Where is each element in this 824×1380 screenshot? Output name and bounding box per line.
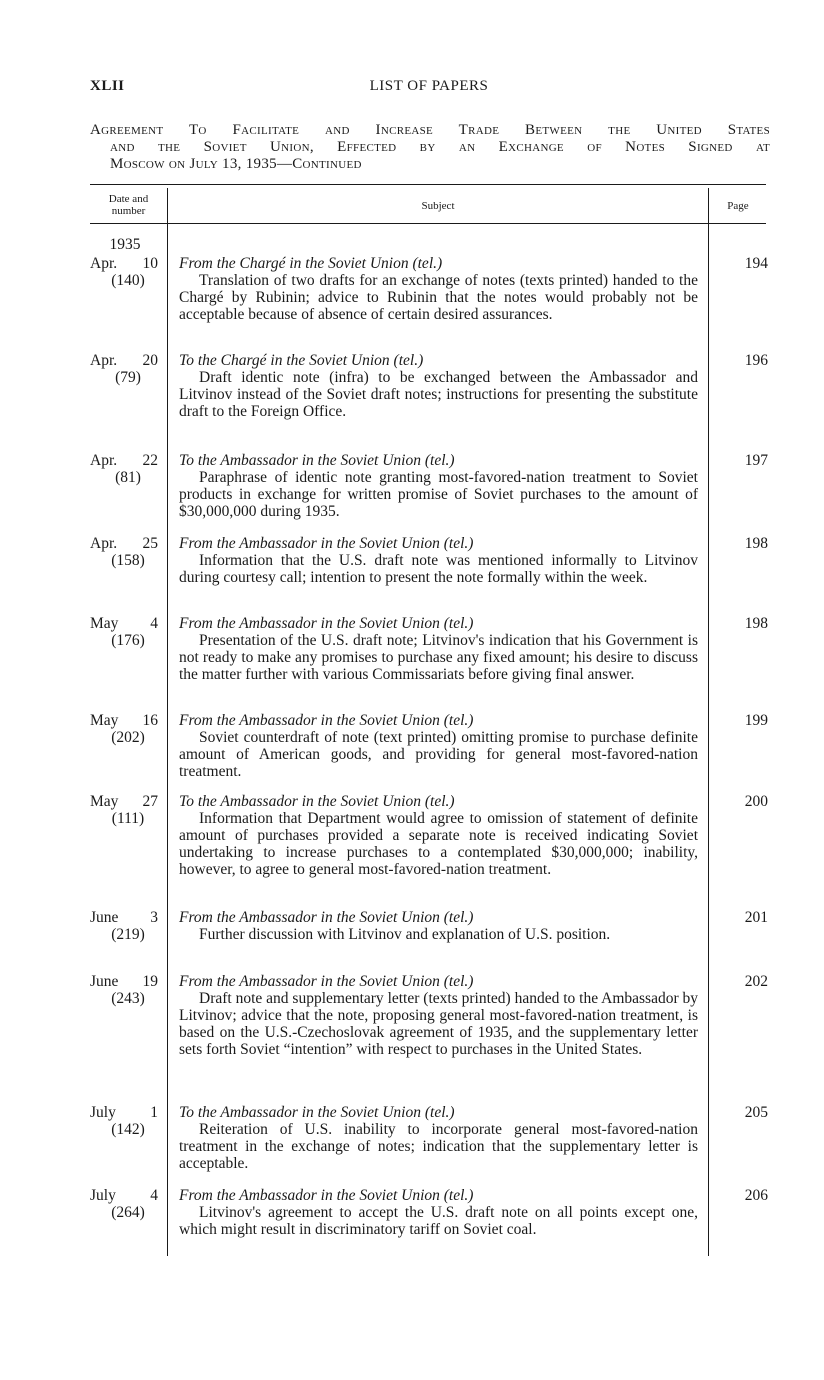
entry-month: June (90, 973, 119, 990)
table-header-rule (90, 223, 766, 224)
entry-description: Paraphrase of identic note granting most-favored-nation treatment to Soviet products in exchange for written promise of Soviet purchases to the amount of $30,000,000 during 1935. (179, 469, 698, 520)
entry-number: (140) (111, 272, 145, 289)
entry-number: (264) (111, 1204, 145, 1221)
entry-month: Apr. (90, 255, 118, 272)
entry-day: 19 (142, 973, 158, 990)
entry-day: 3 (150, 909, 158, 926)
column-header-page: Page (727, 200, 749, 212)
entry-description: Information that the U.S. draft note was mentioned informally to Litvinov during courtesy call; intention to present the note formally within the week. (179, 552, 698, 586)
entry-day: 20 (142, 352, 158, 369)
entry-number: (79) (115, 369, 141, 386)
entry-page-number: 206 (744, 1187, 768, 1204)
entry-title: From the Ambassador in the Soviet Union (tel.) (179, 909, 474, 926)
entry-month: May (90, 615, 119, 632)
entry-subject (179, 793, 698, 878)
entry-date (90, 452, 158, 486)
column-header-subject: Subject (421, 200, 455, 212)
entry-subject (179, 712, 698, 780)
entry-date (90, 255, 158, 289)
entry-day: 4 (150, 1187, 158, 1204)
entry-date (90, 535, 158, 569)
section-title-line-3: Moscow on July 13, 1935—Continued (110, 156, 362, 172)
entry-page-number: 198 (744, 535, 768, 552)
entry-page-number: 197 (744, 452, 768, 469)
entry-date (90, 909, 158, 943)
entry-date (90, 1187, 158, 1221)
entry-title: From the Ambassador in the Soviet Union (tel.) (179, 1187, 474, 1204)
entry-day: 27 (142, 793, 158, 810)
entry-description: Translation of two drafts for an exchange of notes (texts printed) handed to the Chargé by Rubinin; advice to Rubinin that the notes would probably not be acceptable because of absence of certain desired assurances. (179, 272, 698, 323)
entry-day: 22 (142, 452, 158, 469)
entry-subject (179, 909, 698, 943)
entry-title: From the Chargé in the Soviet Union (tel.) (179, 255, 443, 272)
entry-title: From the Ambassador in the Soviet Union (tel.) (179, 615, 474, 632)
entry-number: (219) (111, 926, 145, 943)
entry-page-number: 205 (744, 1104, 768, 1121)
entry-page-number: 201 (744, 909, 768, 926)
entry-number: (111) (111, 810, 145, 827)
entry-subject (179, 1187, 698, 1238)
entry-number: (243) (111, 990, 145, 1007)
entry-description: Further discussion with Litvinov and explanation of U.S. position. (199, 926, 611, 943)
column-header-date-line-1: Date and (108, 193, 149, 205)
entry-date (90, 793, 158, 827)
entry-title: From the Ambassador in the Soviet Union (tel.) (179, 973, 474, 990)
entry-number: (81) (115, 469, 141, 486)
entry-title: To the Ambassador in the Soviet Union (tel.) (179, 793, 455, 810)
entry-description: Information that Department would agree to omission of statement of definite amount of purchases provided a separate note is received indicating Soviet undertaking to increase purchases to a contemplated $30,000,000; inability, however, to agree to general most-favored-nation treatment. (179, 810, 698, 878)
entry-date (90, 615, 158, 649)
entry-number: (202) (111, 729, 145, 746)
entry-title: From the Ambassador in the Soviet Union (tel.) (179, 535, 474, 552)
entry-subject (179, 973, 698, 1058)
entry-subject (179, 452, 698, 520)
entry-subject (179, 352, 698, 420)
year-label: 1935 (109, 236, 141, 253)
entry-number: (176) (111, 632, 145, 649)
date-column-divider (167, 188, 168, 1256)
entry-number: (158) (111, 552, 145, 569)
entry-month: May (90, 793, 119, 810)
entry-month: Apr. (90, 352, 118, 369)
entry-title: From the Ambassador in the Soviet Union (tel.) (179, 712, 474, 729)
page-column-divider (708, 188, 709, 1256)
section-title (90, 122, 770, 173)
entry-date (90, 1104, 158, 1138)
entry-date (90, 973, 158, 1007)
entry-day: 16 (142, 712, 158, 729)
column-header-date-line-2: number (111, 205, 146, 217)
entry-month: June (90, 909, 119, 926)
running-head-title: LIST OF PAPERS (369, 78, 489, 94)
section-title-line-2: and the Soviet Union, Effected by an Exchange of Notes Signed at (110, 139, 770, 155)
entry-subject (179, 1104, 698, 1172)
running-head (90, 78, 768, 100)
entry-title: To the Chargé in the Soviet Union (tel.) (179, 352, 424, 369)
entry-date (90, 352, 158, 386)
entry-month: Apr. (90, 452, 118, 469)
entry-day: 4 (150, 615, 158, 632)
table-top-rule (90, 184, 766, 185)
entry-day: 10 (142, 255, 158, 272)
entry-description: Draft identic note (infra) to be exchanged between the Ambassador and Litvinov instead of the Soviet draft notes; instructions for presenting the substitute draft to the Foreign Office. (179, 369, 698, 420)
entry-page-number: 199 (744, 712, 768, 729)
entry-page-number: 200 (744, 793, 768, 810)
entry-month: July (90, 1104, 116, 1121)
entry-description: Soviet counterdraft of note (text printed) omitting promise to purchase definite amount of American goods, and providing for general most-favored-nation treatment. (179, 729, 698, 780)
entry-subject (179, 255, 698, 323)
page-folio: XLII (90, 78, 125, 94)
entry-title: To the Ambassador in the Soviet Union (tel.) (179, 1104, 455, 1121)
entry-date (90, 712, 158, 746)
section-title-line-1: Agreement To Facilitate and Increase Trade Between the United States (90, 122, 770, 138)
entry-description: Reiteration of U.S. inability to incorporate general most-favored-nation treatment in the exchange of notes; indication that the supplementary letter is acceptable. (179, 1121, 698, 1172)
entry-number: (142) (111, 1121, 145, 1138)
entry-description: Litvinov's agreement to accept the U.S. draft note on all points except one, which might result in discriminatory tariff on Soviet coal. (179, 1204, 698, 1238)
entry-page-number: 196 (744, 352, 768, 369)
entry-page-number: 194 (744, 255, 768, 272)
entry-page-number: 202 (744, 973, 768, 990)
entry-month: May (90, 712, 119, 729)
entry-page-number: 198 (744, 615, 768, 632)
column-header-date (90, 193, 167, 217)
entry-description: Presentation of the U.S. draft note; Litvinov's indication that his Government is not ready to make any promises to purchase any fixed amount; his desire to discuss the matter further with various Commissariats before giving final answer. (179, 632, 698, 683)
entry-subject (179, 535, 698, 586)
entry-day: 1 (150, 1104, 158, 1121)
entry-day: 25 (142, 535, 158, 552)
entry-month: Apr. (90, 535, 118, 552)
entry-month: July (90, 1187, 116, 1204)
entry-description: Draft note and supplementary letter (texts printed) handed to the Ambassador by Litvinov; advice that the note, proposing general most-favored-nation treatment, is based on the U.S.-Czechoslovak agreement of 1935, and the supplementary letter sets forth Soviet “intention” with respect to purchases in the United States. (179, 990, 698, 1058)
entry-title: To the Ambassador in the Soviet Union (tel.) (179, 452, 455, 469)
entry-subject (179, 615, 698, 683)
